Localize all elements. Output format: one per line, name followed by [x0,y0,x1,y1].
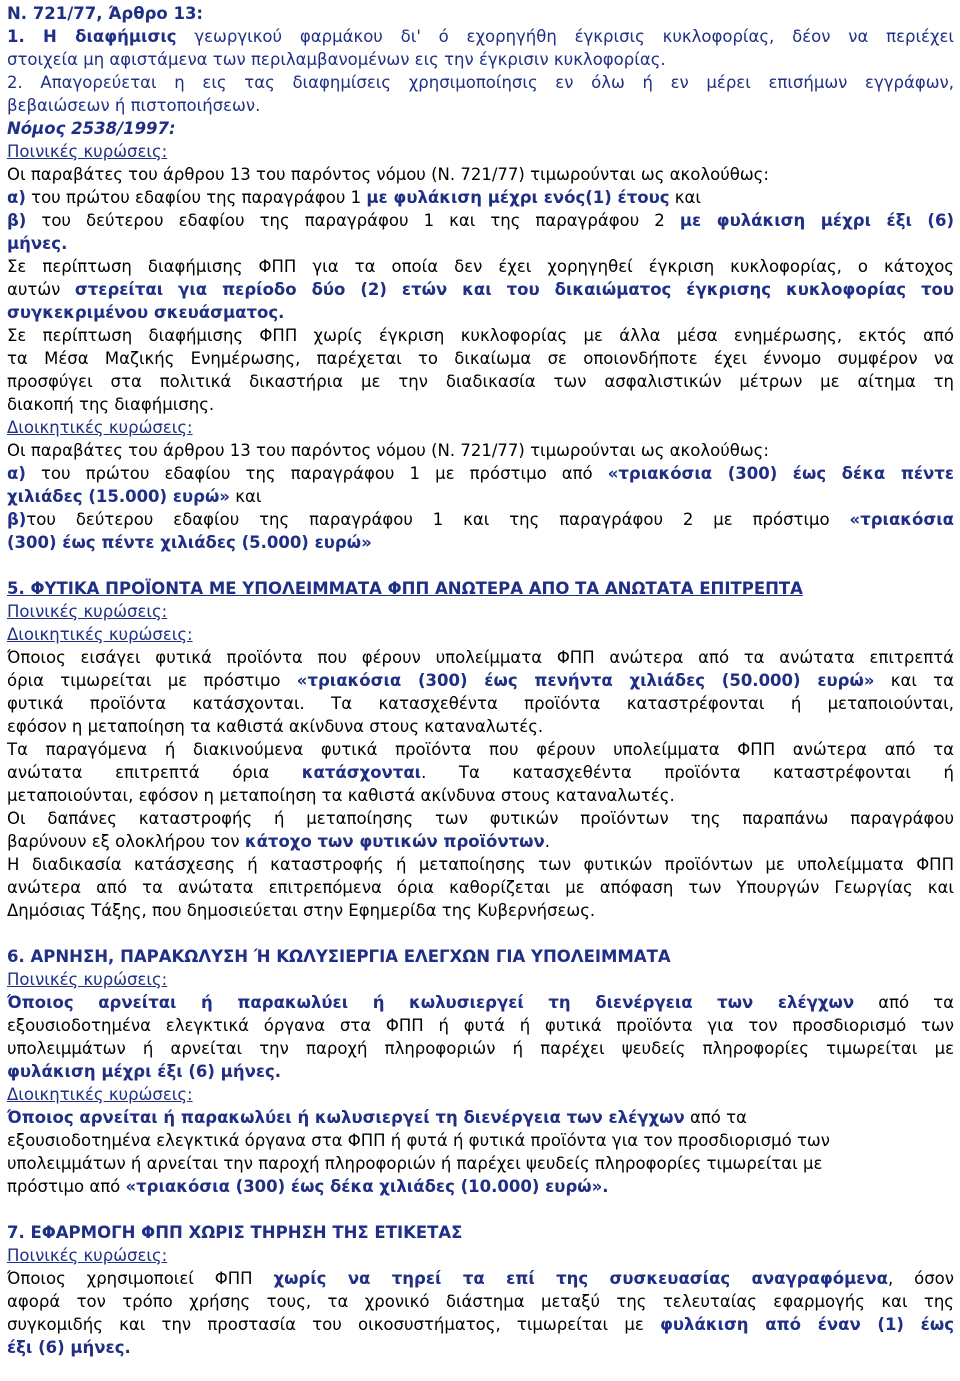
s5-b-line-2 [7,761,954,784]
section-7-heading: 7. ΕΦΑΡΜΟΓΗ ΦΠΠ ΧΩΡΙΣ ΤΗΡΗΣΗ ΤΗΣ ΕΤΙΚΕΤΑΣ [7,1223,463,1242]
admin-item-b [7,508,954,531]
s5-d-line-2: ανώτερα από τα ανώτατα επιτρεπόμενα όρια καθορίζεται με απόφαση των Υπουργών Γεωργίας και [7,878,954,897]
penal-sanctions-label: Ποινικές κυρώσεις: [7,602,168,621]
s7-line-3 [7,1313,954,1336]
item-penalty: με φυλάκιση μέχρι έξι (6) [679,211,954,230]
penal-sanctions-label: Ποινικές κυρώσεις: [7,1246,168,1265]
text: βαρύνουν εξ ολοκλήρου τον [7,832,245,851]
s6-penal-line-1 [7,991,954,1014]
unauthorized-ad-line-1: Σε περίπτωση διαφήμισης ΦΠΠ για τα οποία δεν έχει χορηγηθεί έγκριση κυκλοφορίας, ο κάτοχος [7,257,954,276]
text: πρόστιμο από [7,1177,126,1196]
text: ανώτατα επιτρεπτά όρια [7,763,302,782]
s7-line-2: αφορά τον τρόπο χρήσης τους, τα χρονικό διάστημα μεταξύ της τελευταίας εφαρμογής και της [7,1292,954,1311]
penal-sanctions-label: Ποινικές κυρώσεις: [7,142,168,161]
s6-penal-line-4: φυλάκιση μέχρι έξι (6) μήνες. [7,1062,282,1081]
penal-sanctions-label: Ποινικές κυρώσεις: [7,970,168,989]
text: από τα [854,993,954,1012]
text: αυτών [7,280,75,299]
item-text: του πρώτου εδαφίου της παραγράφου 1 [25,188,367,207]
s5-b-line-3: μεταποιούνται, εφόσον η μεταποίηση τα καθιστά ακίνδυνα στους καταναλωτές. [7,786,675,805]
paragraph-1-line-1 [7,25,954,48]
s5-a-line-4: εφόσον η μεταποίηση τα καθιστά ακίνδυνα στους καταναλωτές. [7,717,544,736]
s5-a-line-3: φυτικά προϊόντα κατάσχονται. Τα κατασχεθέντα προϊόντα καταστρέφονται ή μεταποιούνται, [7,694,954,713]
admin-item-a-cont [7,485,954,508]
paragraph-2-line-2: βεβαιώσεων ή πιστοποιήσεων. [7,96,261,115]
s5-a-line-1: Όποιος εισάγει φυτικά προϊόντα που φέρουν υπολείμματα ΦΠΠ ανώτερα από τα ανώτατα επιτρεπτά [7,648,954,667]
text: συγκομιδής και την προστασία του οικοσυστήματος, τιμωρείται με [7,1315,660,1334]
penal-intro: Οι παραβάτες του άρθρου 13 του παρόντος νόμου (Ν. 721/77) τιμωρούνται ως ακολούθως: [7,165,769,184]
section-5-heading: 5. ΦΥΤΙΚΑ ΠΡΟΪΟΝΤΑ ΜΕ ΥΠΟΛΕΙΜΜΑΤΑ ΦΠΠ ΑΝΩΤΕΡΑ ΑΠΟ ΤΑ ΑΝΩΤΑΤΑ ΕΠΙΤΡΕΠΤΑ [7,579,803,598]
text: . Τα κατασχεθέντα προϊόντα καταστρέφονται ή [421,763,954,782]
s6-admin-line-2: εξουσιοδοτημένα ελεγκτικά όργανα στα ΦΠΠ ή φυτά ή φυτικά προϊόντα για τον προσδιορισμό των [7,1131,830,1150]
s6-admin-line-1 [7,1106,954,1129]
text: Όποιος χρησιμοποιεί ΦΠΠ [7,1269,274,1288]
s5-d-line-3: Δημόσιας Τάξης, που δημοσιεύεται στην Εφημερίδα της Κυβερνήσεως. [7,901,596,920]
media-line-1: Σε περίπτωση διαφήμισης ΦΠΠ χωρίς έγκριση κυκλοφορίας με άλλα μέσα ενημέρωσης, εκτός από [7,326,954,345]
text: από τα [684,1108,747,1127]
s7-line-4: έξι (6) μήνες. [7,1338,131,1357]
s5-c-line-2 [7,830,954,853]
admin-item-a [7,462,954,485]
item-fine: χιλιάδες (15.000) ευρώ» [7,487,230,506]
media-line-2: τα Μέσα Μαζικής Ενημέρωσης, παρέχεται το δικαίωμα σε οποιονδήποτε έχει έννομο συμφέρον να [7,349,954,368]
spacer [7,1198,954,1221]
admin-sanctions-label: Διοικητικές κυρώσεις: [7,418,193,437]
admin-sanctions-label: Διοικητικές κυρώσεις: [7,1085,193,1104]
text: . [544,832,550,851]
spacer [7,922,954,945]
item-penalty: με φυλάκιση μέχρι ενός(1) έτους [366,188,670,207]
offense-text: Όποιος αρνείται ή παρακωλύει ή κωλυσιεργεί τη διενέργεια των ελέγχων [7,993,855,1012]
text: όρια τιμωρείται με πρόστιμο [7,671,297,690]
offense-text: Όποιος αρνείται ή παρακωλύει ή κωλυσιεργεί τη διενέργεια των ελέγχων [7,1108,685,1127]
paragraph-1-lead: 1. Η διαφήμισις [7,27,177,46]
item-label: α) [7,188,26,207]
item-text: του δεύτερου εδαφίου της παραγράφου 1 και της παραγράφου 2 με πρόστιμο [26,510,850,529]
s6-penal-line-3: υπολειμμάτων ή αρνείται την παροχή πληροφοριών ή παρέχει ψευδείς πληροφορίες τιμωρείται με [7,1039,954,1058]
paragraph-1-text: γεωργικού φαρμάκου δι' ό εχορηγήθη έγκρισις κυκλοφορίας, δέον να περιέχει [176,27,955,46]
offense-text: χωρίς να τηρεί τα επί της συσκευασίας αναγραφόμενα [273,1269,888,1288]
text: , όσον [888,1269,954,1288]
fine-text: «τριακόσια (300) έως πενήντα χιλιάδες (50.000) ευρώ» [296,671,875,690]
text: και τα [874,671,954,690]
media-line-3: προσφύγει στα πολιτικά δικαστήρια με την διαδικασία των ασφαλιστικών μέτρων με αίτημα τη [7,372,954,391]
admin-item-b-cont: (300) έως πέντε χιλιάδες (5.000) ευρώ» [7,533,372,552]
admin-intro: Οι παραβάτες του άρθρου 13 του παρόντος νόμου (Ν. 721/77) τιμωρούνται ως ακολούθως: [7,441,769,460]
penalty-text: κατάσχονται [301,763,422,782]
penal-item-a [7,186,954,209]
item-fine: «τριακόσια [849,510,954,529]
s7-line-1 [7,1267,954,1290]
item-fine: «τριακόσια (300) έως δέκα πέντε [607,464,955,483]
item-label: α) [7,464,26,483]
section-6-heading: 6. ΑΡΝΗΣΗ, ΠΑΡΑΚΩΛΥΣΗ Ή ΚΩΛΥΣΙΕΡΓΙΑ ΕΛΕΓΧΩΝ ΓΙΑ ΥΠΟΛΕΙΜΜΑΤΑ [7,947,671,966]
penal-item-b-cont: μήνες. [7,234,68,253]
unauthorized-ad-line-2 [7,278,954,301]
law-article-heading: Ν. 721/77, Άρθρο 13: [7,4,204,23]
paragraph-1-line-2: στοιχεία μη αφιστάμενα των περιλαμβανομένων εις την έγκρισιν κυκλοφορίας. [7,50,666,69]
s6-admin-line-4 [7,1175,954,1198]
s6-penal-line-2: εξουσιοδοτημένα ελεγκτικά όργανα στα ΦΠΠ ή φυτά ή φυτικά προϊόντα για τον προσδιορισμό των [7,1016,954,1035]
penalty-text: φυλάκιση από έναν (1) έως [659,1315,954,1334]
penal-item-b [7,209,954,232]
penalty-text: στερείται για περίοδο δύο (2) ετών και του δικαιώματος έγκρισης κυκλοφορίας του [74,280,954,299]
s6-admin-line-3: υπολειμμάτων ή αρνείται την παροχή πληροφοριών ή παρέχει ψευδείς πληροφορίες τιμωρείται με [7,1154,823,1173]
s5-c-line-1: Οι δαπάνες καταστροφής ή μεταποίησης των φυτικών προϊόντων της παραπάνω παραγράφου [7,809,954,828]
item-text: και [229,487,262,506]
item-label: β) [7,211,27,230]
s5-d-line-1: Η διαδικασία κατάσχεσης ή καταστροφής ή μεταποίησης των φυτικών προϊόντων με υπολείμματα ΦΠΠ [7,855,954,874]
item-text: και [669,188,701,207]
s5-b-line-1: Τα παραγόμενα ή διακινούμενα φυτικά προϊόντα που φέρουν υπολείμματα ΦΠΠ ανώτερα από τα [7,740,954,759]
item-text: του πρώτου εδαφίου της παραγράφου 1 με πρόστιμο από [25,464,608,483]
spacer [7,554,954,577]
law-2538-heading: Νόμος 2538/1997: [7,119,176,138]
holder-text: κάτοχο των φυτικών προϊόντων [244,832,545,851]
admin-sanctions-label: Διοικητικές κυρώσεις: [7,625,193,644]
item-label: β) [7,510,27,529]
paragraph-2-line-1: 2. Απαγορεύεται η εις τας διαφημίσεις χρησιμοποίησις εν όλω ή εν μέρει επισήμων εγγράφων, [7,73,954,92]
media-line-4: διακοπή της διαφήμισης. [7,395,215,414]
fine-text: «τριακόσια (300) έως δέκα χιλιάδες (10.000) ευρώ». [125,1177,609,1196]
unauthorized-ad-line-3: συγκεκριμένου σκευάσματος. [7,303,285,322]
s5-a-line-2 [7,669,954,692]
item-text: του δεύτερου εδαφίου της παραγράφου 1 και της παραγράφου 2 [26,211,680,230]
